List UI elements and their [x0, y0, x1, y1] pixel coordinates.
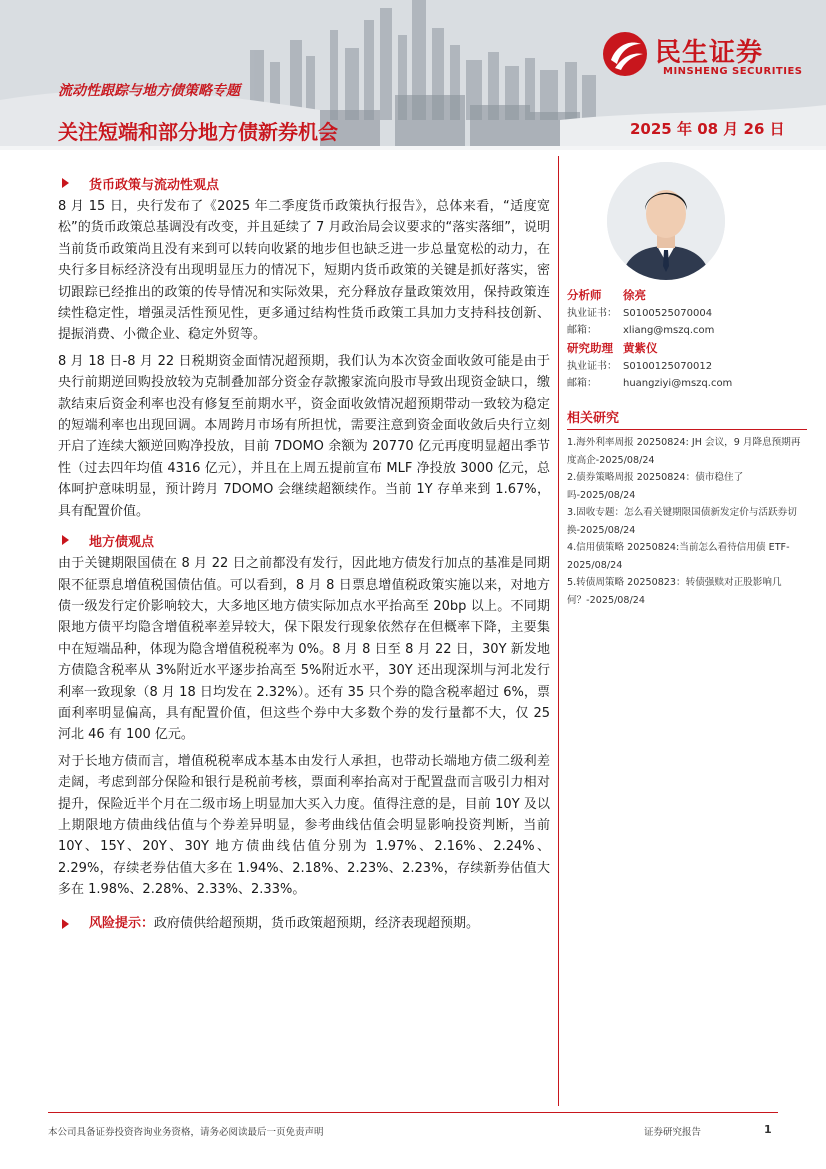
related-item[interactable]: 2.债券策略周报 20250824：债市稳住了吗-2025/08/24: [567, 472, 744, 501]
report-title: 关注短端和部分地方债新券机会: [58, 120, 338, 144]
paragraph: 8 月 15 日，央行发布了《2025 年二季度货币政策执行报告》，总体来看，“适度宽松”的货币政策总基调没有改变，并且延续了 7 月政治局会议要求的“落实落细”，说明当前货币政策尚且没有来到可以转向收紧的地步但也缺乏进一步总量宽松的动力，在央行多目标经济没有出现明显压力的情况下，短期内货币政策的关键是抓好落实，密切跟踪已经推出的政策的传导情况和实际效果，充分释放存量政策效用，保持政策连续性稳定性，增强灵活性预见性，更多通过结构性货币政策工具加力支持科技创新、提振消费、小微企业、稳定外贸等。: [58, 199, 550, 343]
section-heading-local-bonds: [58, 527, 550, 553]
analyst-info: [567, 286, 807, 392]
report-date: 2025 年 08 月 26 日: [630, 120, 785, 138]
footer-disclaimer: 本公司具备证券投资咨询业务资格，请务必阅读最后一页免责声明: [48, 1127, 324, 1138]
license-label: 执业证书：: [567, 361, 617, 372]
assistant-license-row: [567, 358, 807, 375]
header-banner: [0, 0, 826, 150]
column-divider: [558, 156, 559, 1106]
analyst-name: 徐亮: [623, 288, 646, 302]
risk-text: 政府债供给超预期，货币政策超预期，经济表现超预期。: [154, 915, 480, 931]
risk-notice: [58, 913, 550, 934]
assistant-row: [567, 339, 807, 358]
paragraph: 由于关键期限国债在 8 月 22 日之前都没有发行，因此地方债发行加点的基准是同期限不征票息增值税国债估值。可以看到，8 月 8 日票息增值税政策实施以来，对地方债一级发行定价影响较大，大多地区地方债实际加点水平抬高至 20bp 以上。不同期限地方债平均隐含增值税率差异较大，保下限发行现象依然存在但概率下降，主要集中在短端品种，体现为隐含增值税税率为 0%。8 月 8 日至 8 月 22 日，30Y 新发地方债隐含税率从 3%附近水平逐步抬高至 5%附近水平，30Y 还出现深圳与河北发行利率一致现象（8 月 18 日均发在 2.32%）。还有 35 只个券的隐含税率超过 6%，票面利率明显偏高，具有配置价值，但这些个券中大多数个券的发行量都不大，仅 25 河北 46 有 100 亿元。: [58, 556, 550, 743]
assistant-role: 研究助理: [567, 341, 613, 355]
page-number: 1: [764, 1123, 772, 1136]
license-label: 执业证书：: [567, 308, 617, 319]
related-item[interactable]: 5.转债周策略 20250823：转债强赎对正股影响几何？-2025/08/24: [567, 577, 782, 606]
analyst-email[interactable]: xliang@mszq.com: [623, 325, 715, 336]
related-research: [567, 407, 807, 609]
email-label: 邮箱：: [567, 325, 597, 336]
report-series: 流动性跟踪与地方债策略专题: [58, 83, 240, 99]
analyst-row: [567, 286, 807, 305]
main-content: [58, 170, 550, 934]
analyst-license: S0100525070004: [623, 308, 713, 319]
assistant-email-row: [567, 375, 807, 392]
analyst-photo: [607, 162, 725, 280]
assistant-license: S0100125070012: [623, 361, 713, 372]
analyst-email-row: [567, 322, 807, 339]
related-item[interactable]: 4.信用债策略 20250824:当前怎么看待信用债 ETF-2025/08/24: [567, 542, 790, 571]
section-heading-monetary: [58, 170, 550, 196]
section-title: 地方债观点: [89, 534, 155, 550]
related-item[interactable]: 1.海外利率周报 20250824: JH 会议，9 月降息预期再度高企-2025/08/24: [567, 437, 801, 466]
paragraph: 8 月 18 日-8 月 22 日税期资金面情况超预期，我们认为本次资金面收敛可能是由于央行前期逆回购投放较为克制叠加部分资金存款搬家流向股市导致出现资金缺口，缴款结束后资金利率也没有修复至前期水平，资金面收敛情况超预期带动一致较为稳定的短端利率也出现回调。本周跨月市场有所担忧，需要注意到资金面收敛后央行立刻开启了连续大额逆回购净投放，目前 7DOMO 余额为 20770 亿元再度明显超出季节性（过去四年均值 4316 亿元），并且在上周五提前宣布 MLF 净投放 3000 亿元，总体呵护意味明显，预计跨月 7DOMO 会继续超额续作。当前 1Y 存单来到 1.67%，具有配置价值。: [58, 353, 550, 519]
footer-doc-type: 证券研究报告: [644, 1127, 702, 1138]
email-label: 邮箱：: [567, 378, 597, 389]
related-research-title: 相关研究: [567, 407, 807, 430]
paragraph: 对于长地方债而言，增值税税率成本基本由发行人承担，也带动长端地方债二级利差走阔，考虑到部分保险和银行是税前考核，票面利率抬高对于配置盘而言吸引力相对提升，保险近半个月在二级市场上明显加大买入力度。值得注意的是，目前 10Y 及以上期限地方债曲线估值与个券差异明显，参考曲线估值会明显影响投资判断，当前 10Y、15Y、20Y、30Y 地方债曲线估值分别为 1.97%、2.16%、2.24%、2.29%，存续老券估值大多在 1.94%、2.18%、2.23%、2.23%，存续新券估值大多在 1.98%、2.28%、2.33%、2.33%。: [58, 753, 550, 898]
analyst-role: 分析师: [567, 288, 602, 302]
assistant-name: 黄紫仪: [623, 341, 658, 355]
assistant-email[interactable]: huangziyi@mszq.com: [623, 378, 733, 389]
logo-chinese-name: 民生证券: [655, 38, 764, 68]
company-logo: [601, 30, 811, 86]
footer-divider: [48, 1112, 778, 1113]
logo-english-name: MINSHENG SECURITIES: [663, 66, 803, 77]
analyst-license-row: [567, 305, 807, 322]
minsheng-logo-icon: [601, 30, 649, 78]
bullet-arrow-icon: [62, 919, 69, 929]
related-item[interactable]: 3.固收专题：怎么看关键期限国债新发定价与活跃券切换-2025/08/24: [567, 507, 797, 536]
section-title: 货币政策与流动性观点: [89, 177, 220, 193]
bullet-arrow-icon: [62, 535, 69, 545]
risk-label: 风险提示：: [89, 915, 155, 931]
bullet-arrow-icon: [62, 178, 69, 188]
